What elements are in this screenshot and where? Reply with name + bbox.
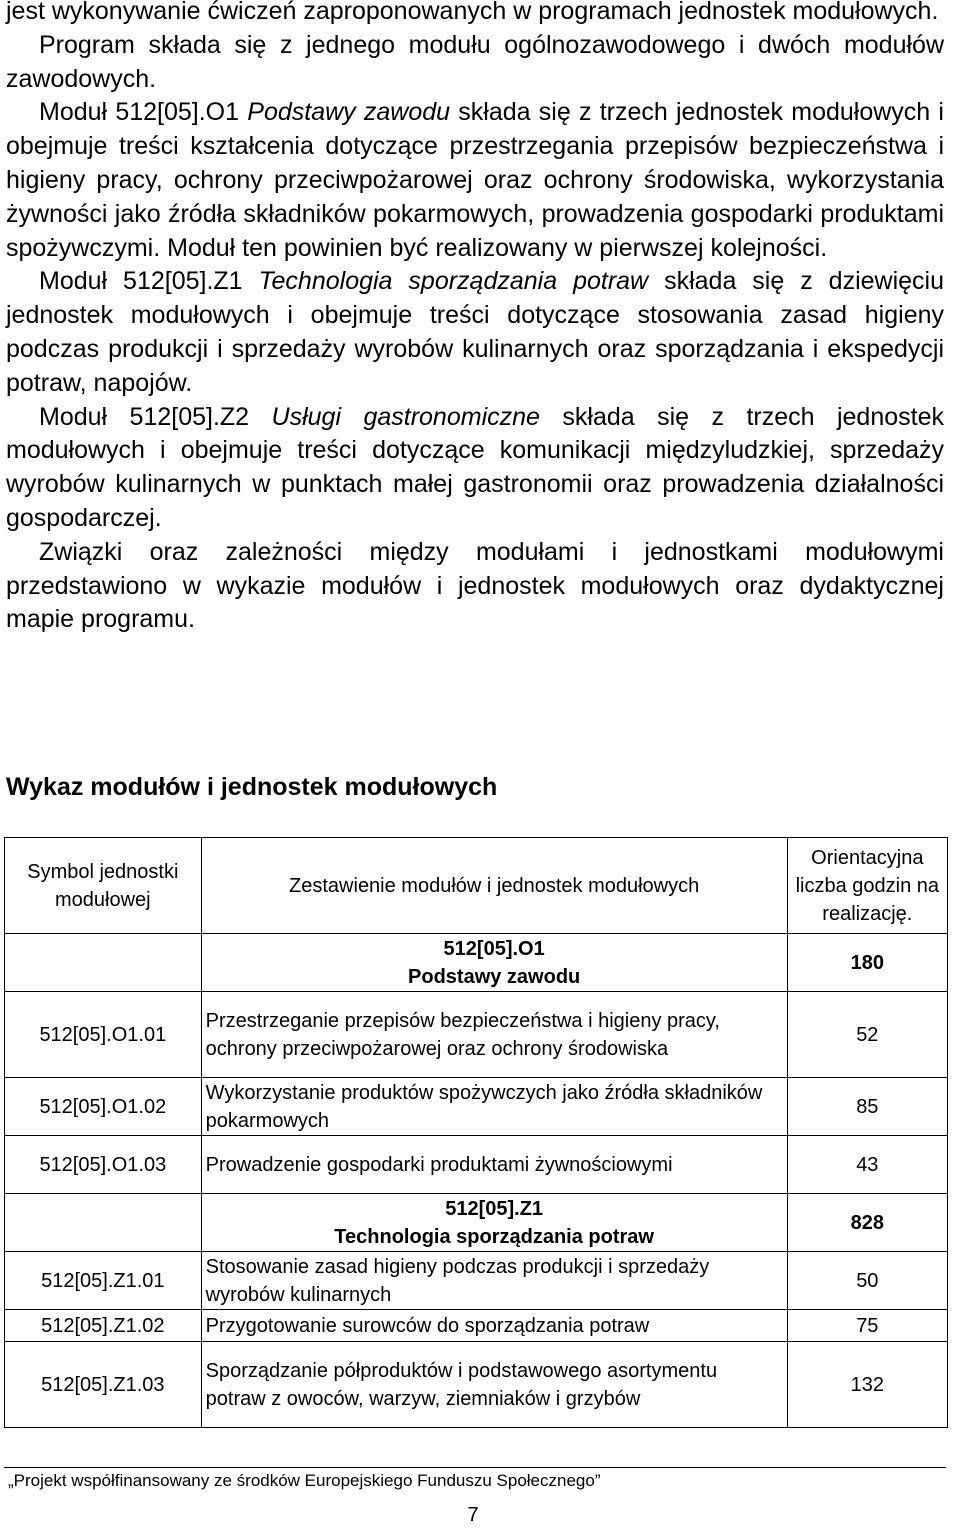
- table-header-row: [5, 838, 948, 934]
- table-row: [5, 1136, 948, 1194]
- table-row: [5, 1342, 948, 1428]
- unit-description: Wykorzystanie produktów spożywczych jako źródła składników pokarmowych: [201, 1078, 787, 1136]
- paragraph: [6, 265, 944, 400]
- unit-hours: 85: [787, 1078, 947, 1136]
- unit-symbol: 512[05].Z1.03: [5, 1342, 202, 1428]
- module-name-italic: Usługi gastronomiczne: [271, 402, 540, 431]
- paragraph-text: Program składa się z jednego modułu ogólnozawodowego i dwóch modułów zawodowych.: [6, 30, 944, 93]
- body-text: [6, 0, 944, 637]
- header-hours: Orientacyjna liczba godzin na realizację.: [787, 838, 947, 934]
- unit-hours: 43: [787, 1136, 947, 1194]
- module-hours: 828: [787, 1194, 947, 1252]
- unit-symbol: 512[05].O1.01: [5, 992, 202, 1078]
- paragraph-text: Moduł 512[05].Z1: [39, 267, 259, 296]
- unit-hours: 75: [787, 1310, 947, 1342]
- table-row: [5, 992, 948, 1078]
- paragraph: [6, 29, 944, 97]
- footer-text: „Projekt współfinansowany ze środków Europejskiego Funduszu Społecznego”: [8, 1471, 601, 1490]
- unit-description: Stosowanie zasad higieny podczas produkcji i sprzedaży wyrobów kulinarnych: [201, 1252, 787, 1310]
- table-body: [5, 934, 948, 1428]
- module-symbol-cell: [5, 934, 202, 992]
- footer-divider: [4, 1467, 946, 1468]
- header-symbol: Symbol jednostki modułowej: [5, 838, 202, 934]
- table-row: [5, 1252, 948, 1310]
- unit-description: Przestrzeganie przepisów bezpieczeństwa i higieny pracy, ochrony przeciwpożarowej oraz ochrony środowiska: [201, 992, 787, 1078]
- paragraph-text: jest wykonywanie ćwiczeń zaproponowanych w programach jednostek modułowych.: [6, 0, 939, 25]
- module-symbol-cell: [5, 1194, 202, 1252]
- paragraph-text: składa się z trzech jednostek modułowych i obejmuje treści kształcenia dotyczące przestrzegania przepisów bezpieczeństwa i higieny pracy, ochrony przeciwpożarowej oraz ochrony środowiska, wykorzystania żywności jako źródła składników pokarmowych, prowadzenia gospodarki produktami spożywczymi. Moduł ten powinien być realizowany w pierwszej kolejności.: [6, 98, 944, 262]
- unit-description: Prowadzenie gospodarki produktami żywnościowymi: [201, 1136, 787, 1194]
- module-title: Podstawy zawodu: [408, 965, 581, 988]
- unit-symbol: 512[05].O1.02: [5, 1078, 202, 1136]
- unit-symbol: 512[05].O1.03: [5, 1136, 202, 1194]
- module-name-italic: Technologia sporządzania potraw: [258, 267, 649, 296]
- paragraph: [6, 96, 944, 265]
- unit-description: Przygotowanie surowców do sporządzania potraw: [201, 1310, 787, 1342]
- paragraph-text: Moduł 512[05].O1: [39, 98, 248, 127]
- modules-table: [4, 837, 948, 1428]
- paragraph: [6, 0, 944, 29]
- module-hours: 180: [787, 934, 947, 992]
- module-title: Technologia sporządzania potraw: [334, 1225, 654, 1248]
- unit-hours: 50: [787, 1252, 947, 1310]
- paragraph-text: składa się z trzech jednostek modułowych i obejmuje treści dotyczące komunikacji międzyludzkiej, sprzedaży wyrobów kulinarnych w punktach małej gastronomii oraz prowadzenia działalności gospodarczej.: [6, 402, 944, 532]
- unit-description: Sporządzanie półproduktów i podstawowego asortymentu potraw z owoców, warzyw, ziemniaków i grzybów: [201, 1342, 787, 1428]
- module-name-italic: Podstawy zawodu: [247, 98, 451, 127]
- module-title-cell: [201, 934, 787, 992]
- paragraph-text: Moduł 512[05].Z2: [39, 402, 272, 431]
- paragraph-text: składa się z dziewięciu jednostek modułowych i obejmuje treści dotyczące stosowania zasad higieny podczas produkcji i sprzedaży wyrobów kulinarnych oraz sporządzania i ekspedycji potraw, napojów.: [6, 267, 945, 397]
- module-row: [5, 1194, 948, 1252]
- unit-hours: 132: [787, 1342, 947, 1428]
- module-row: [5, 934, 948, 992]
- paragraph: [6, 536, 944, 637]
- page-number: 7: [467, 1504, 479, 1526]
- unit-hours: 52: [787, 992, 947, 1078]
- module-title-cell: [201, 1194, 787, 1252]
- table-row: [5, 1310, 948, 1342]
- paragraph: [6, 401, 944, 536]
- unit-symbol: 512[05].Z1.01: [5, 1252, 202, 1310]
- paragraph-text: Związki oraz zależności między modułami i jednostkami modułowymi przedstawiono w wykazie modułów i jednostek modułowych oraz dydaktycznej mapie programu.: [6, 537, 944, 634]
- module-code: 512[05].O1: [443, 937, 545, 960]
- module-code: 512[05].Z1: [445, 1197, 544, 1220]
- unit-symbol: 512[05].Z1.02: [5, 1310, 202, 1342]
- table-row: [5, 1078, 948, 1136]
- section-heading: Wykaz modułów i jednostek modułowych: [6, 773, 498, 801]
- header-description: Zestawienie modułów i jednostek modułowych: [201, 838, 787, 934]
